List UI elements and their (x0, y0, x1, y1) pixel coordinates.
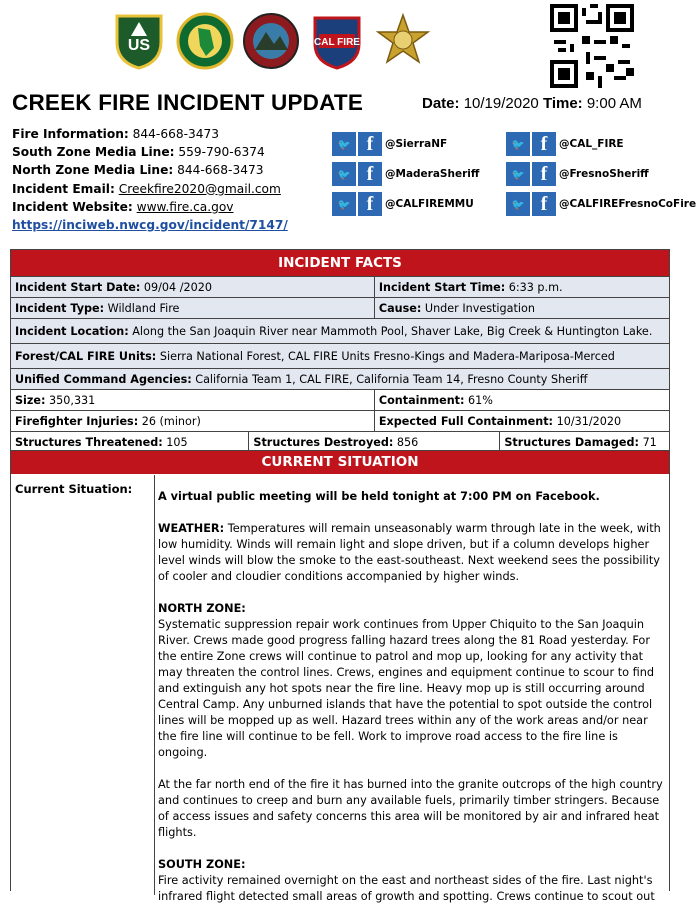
incident-type-cell: Incident Type: Wildland Fire (11, 298, 375, 319)
south-zone-heading: SOUTH ZONE: (158, 858, 246, 871)
social-maderasheriff[interactable]: 🐦 f @MaderaSheriff (332, 162, 479, 186)
update-date-time: Date: 10/19/2020 Time: 9:00 AM (422, 95, 642, 112)
public-meeting-notice: A virtual public meeting will be held tonight at 7:00 PM on Facebook. (158, 490, 600, 503)
facebook-icon: f (358, 162, 382, 186)
incident-facts-heading: INCIDENT FACTS (11, 250, 670, 277)
update-date: 10/19/2020 (463, 95, 539, 112)
injuries-cell: Firefighter Injuries: 26 (minor) (11, 411, 375, 432)
twitter-icon: 🐦 (332, 162, 356, 186)
expected-containment-cell: Expected Full Containment: 10/31/2020 (374, 411, 669, 432)
south-zone-phone: 559-790-6374 (178, 145, 265, 160)
contact-info: Fire Information: 844-668-3473 South Zone Media Line: 559-790-6374 North Zone Media Line: 844-668-3473 Incident Email: Creekfire2020@gmail.com Incident Website: www.fire.ca.gov https://inciweb.nwcg.gov/incident/7147/ (12, 127, 288, 233)
agency-logos (110, 6, 432, 76)
current-situation-heading: CURRENT SITUATION (11, 451, 669, 474)
current-situation-section (10, 450, 670, 903)
north-zone-phone: 844-668-3473 (177, 163, 264, 178)
qr-code-icon[interactable] (550, 4, 634, 88)
incident-facts-table (10, 249, 670, 453)
inciweb-link[interactable]: https://inciweb.nwcg.gov/incident/7147/ (12, 218, 288, 233)
svg-text:CAL FIRE: CAL FIRE (314, 37, 360, 48)
social-fresnosheriff[interactable]: 🐦 f @FresnoSheriff (506, 162, 649, 186)
social-calfiremmu[interactable]: 🐦 f @CALFIREMMU (332, 192, 474, 216)
start-time-cell: Incident Start Time: 6:33 p.m. (374, 277, 669, 298)
twitter-icon: 🐦 (506, 192, 530, 216)
sheriff-star-icon (374, 12, 432, 70)
cal-fire-shield-icon (308, 12, 366, 70)
start-date-cell: Incident Start Date: 09/04 /2020 (11, 277, 375, 298)
agencies-cell: Unified Command Agencies: California Team 1, CAL FIRE, California Team 14, Fresno County Sheriff (11, 369, 670, 390)
current-situation-label: Current Situation: (11, 475, 155, 895)
structures-destroyed-cell: Structures Destroyed: 856 (249, 432, 500, 453)
structures-damaged-cell: Structures Damaged: 71 (500, 432, 670, 453)
team-one-seal-icon (176, 12, 234, 70)
california-team-seal-icon (242, 12, 300, 70)
north-zone-paragraph: Systematic suppression repair work continues from Upper Chiquito to the San Joaquin River. Crews made good progress falling hazard trees along the 81 Road yesterday. For the entire Zone crews will continue to patrol and mop up, looking for any activity that may threaten the control lines. Crews, engines and equipment continue to scour to find and extinguish any hot spots near the fire line. Heavy mop up is still occurring around Central Camp. Any unburned islands that have the potential to spot outside the control lines will be mopped up as well. Hazard trees within any of the work areas and/or near the fire line will continue to be fell. Work to improve road access to the fire line is ongoing. (158, 618, 655, 759)
incident-website-link[interactable]: www.fire.ca.gov (136, 199, 234, 214)
page-title: CREEK FIRE INCIDENT UPDATE (12, 90, 364, 115)
svg-text:US: US (127, 37, 151, 54)
fire-info-phone: 844-668-3473 (132, 127, 219, 141)
facebook-icon: f (532, 132, 556, 156)
north-zone-paragraph-2: At the far north end of the fire it has burned into the granite outcrops of the high country and continues to creep and burn any available fuels, primarily timber stringers. Because of access issues and safety concerns this area will be monitored by air and infrared heat flights. (158, 778, 663, 839)
twitter-icon: 🐦 (332, 192, 356, 216)
update-time: 9:00 AM (586, 95, 642, 112)
cause-cell: Cause: Under Investigation (374, 298, 669, 319)
social-sierranf[interactable]: 🐦 f @SierraNF (332, 132, 447, 156)
twitter-icon: 🐦 (506, 162, 530, 186)
facebook-icon: f (532, 162, 556, 186)
location-cell: Incident Location: Along the San Joaquin River near Mammoth Pool, Shaver Lake, Big Creek & Huntington Lake. (11, 319, 670, 344)
twitter-icon: 🐦 (506, 132, 530, 156)
forest-service-shield-icon (110, 12, 168, 70)
facebook-icon: f (532, 192, 556, 216)
situation-text (158, 489, 668, 921)
social-cal-fire[interactable]: 🐦 f @CAL_FIRE (506, 132, 624, 156)
weather-paragraph: WEATHER: Temperatures will remain unseasonably warm through late in the week, with low humidity. Winds will remain light and slope driven, but if a column develops higher level winds will blow the smoke to the east-southeast. Next weekend sees the possibility of cooler and cloudier conditions accompanied by higher winds. (158, 522, 661, 583)
social-calfirefresnocofire[interactable]: 🐦 f @CALFIREFresnoCoFire (506, 192, 696, 216)
facebook-icon: f (358, 132, 382, 156)
incident-email-link[interactable]: Creekfire2020@gmail.com (118, 181, 281, 196)
twitter-icon: 🐦 (332, 132, 356, 156)
containment-cell: Containment: 61% (374, 390, 669, 411)
size-cell: Size: 350,331 (11, 390, 375, 411)
structures-threatened-cell: Structures Threatened: 105 (11, 432, 249, 453)
north-zone-heading: NORTH ZONE: (158, 602, 246, 615)
facebook-icon: f (358, 192, 382, 216)
units-cell: Forest/CAL FIRE Units: Sierra National Forest, CAL FIRE Units Fresno-Kings and Madera-Mariposa-Merced (11, 344, 670, 369)
south-zone-paragraph: Fire activity remained overnight on the east and northeast sides of the fire. Last night's infrared flight detected small areas of growth and spotting. Crews continue to scout out (158, 874, 655, 903)
